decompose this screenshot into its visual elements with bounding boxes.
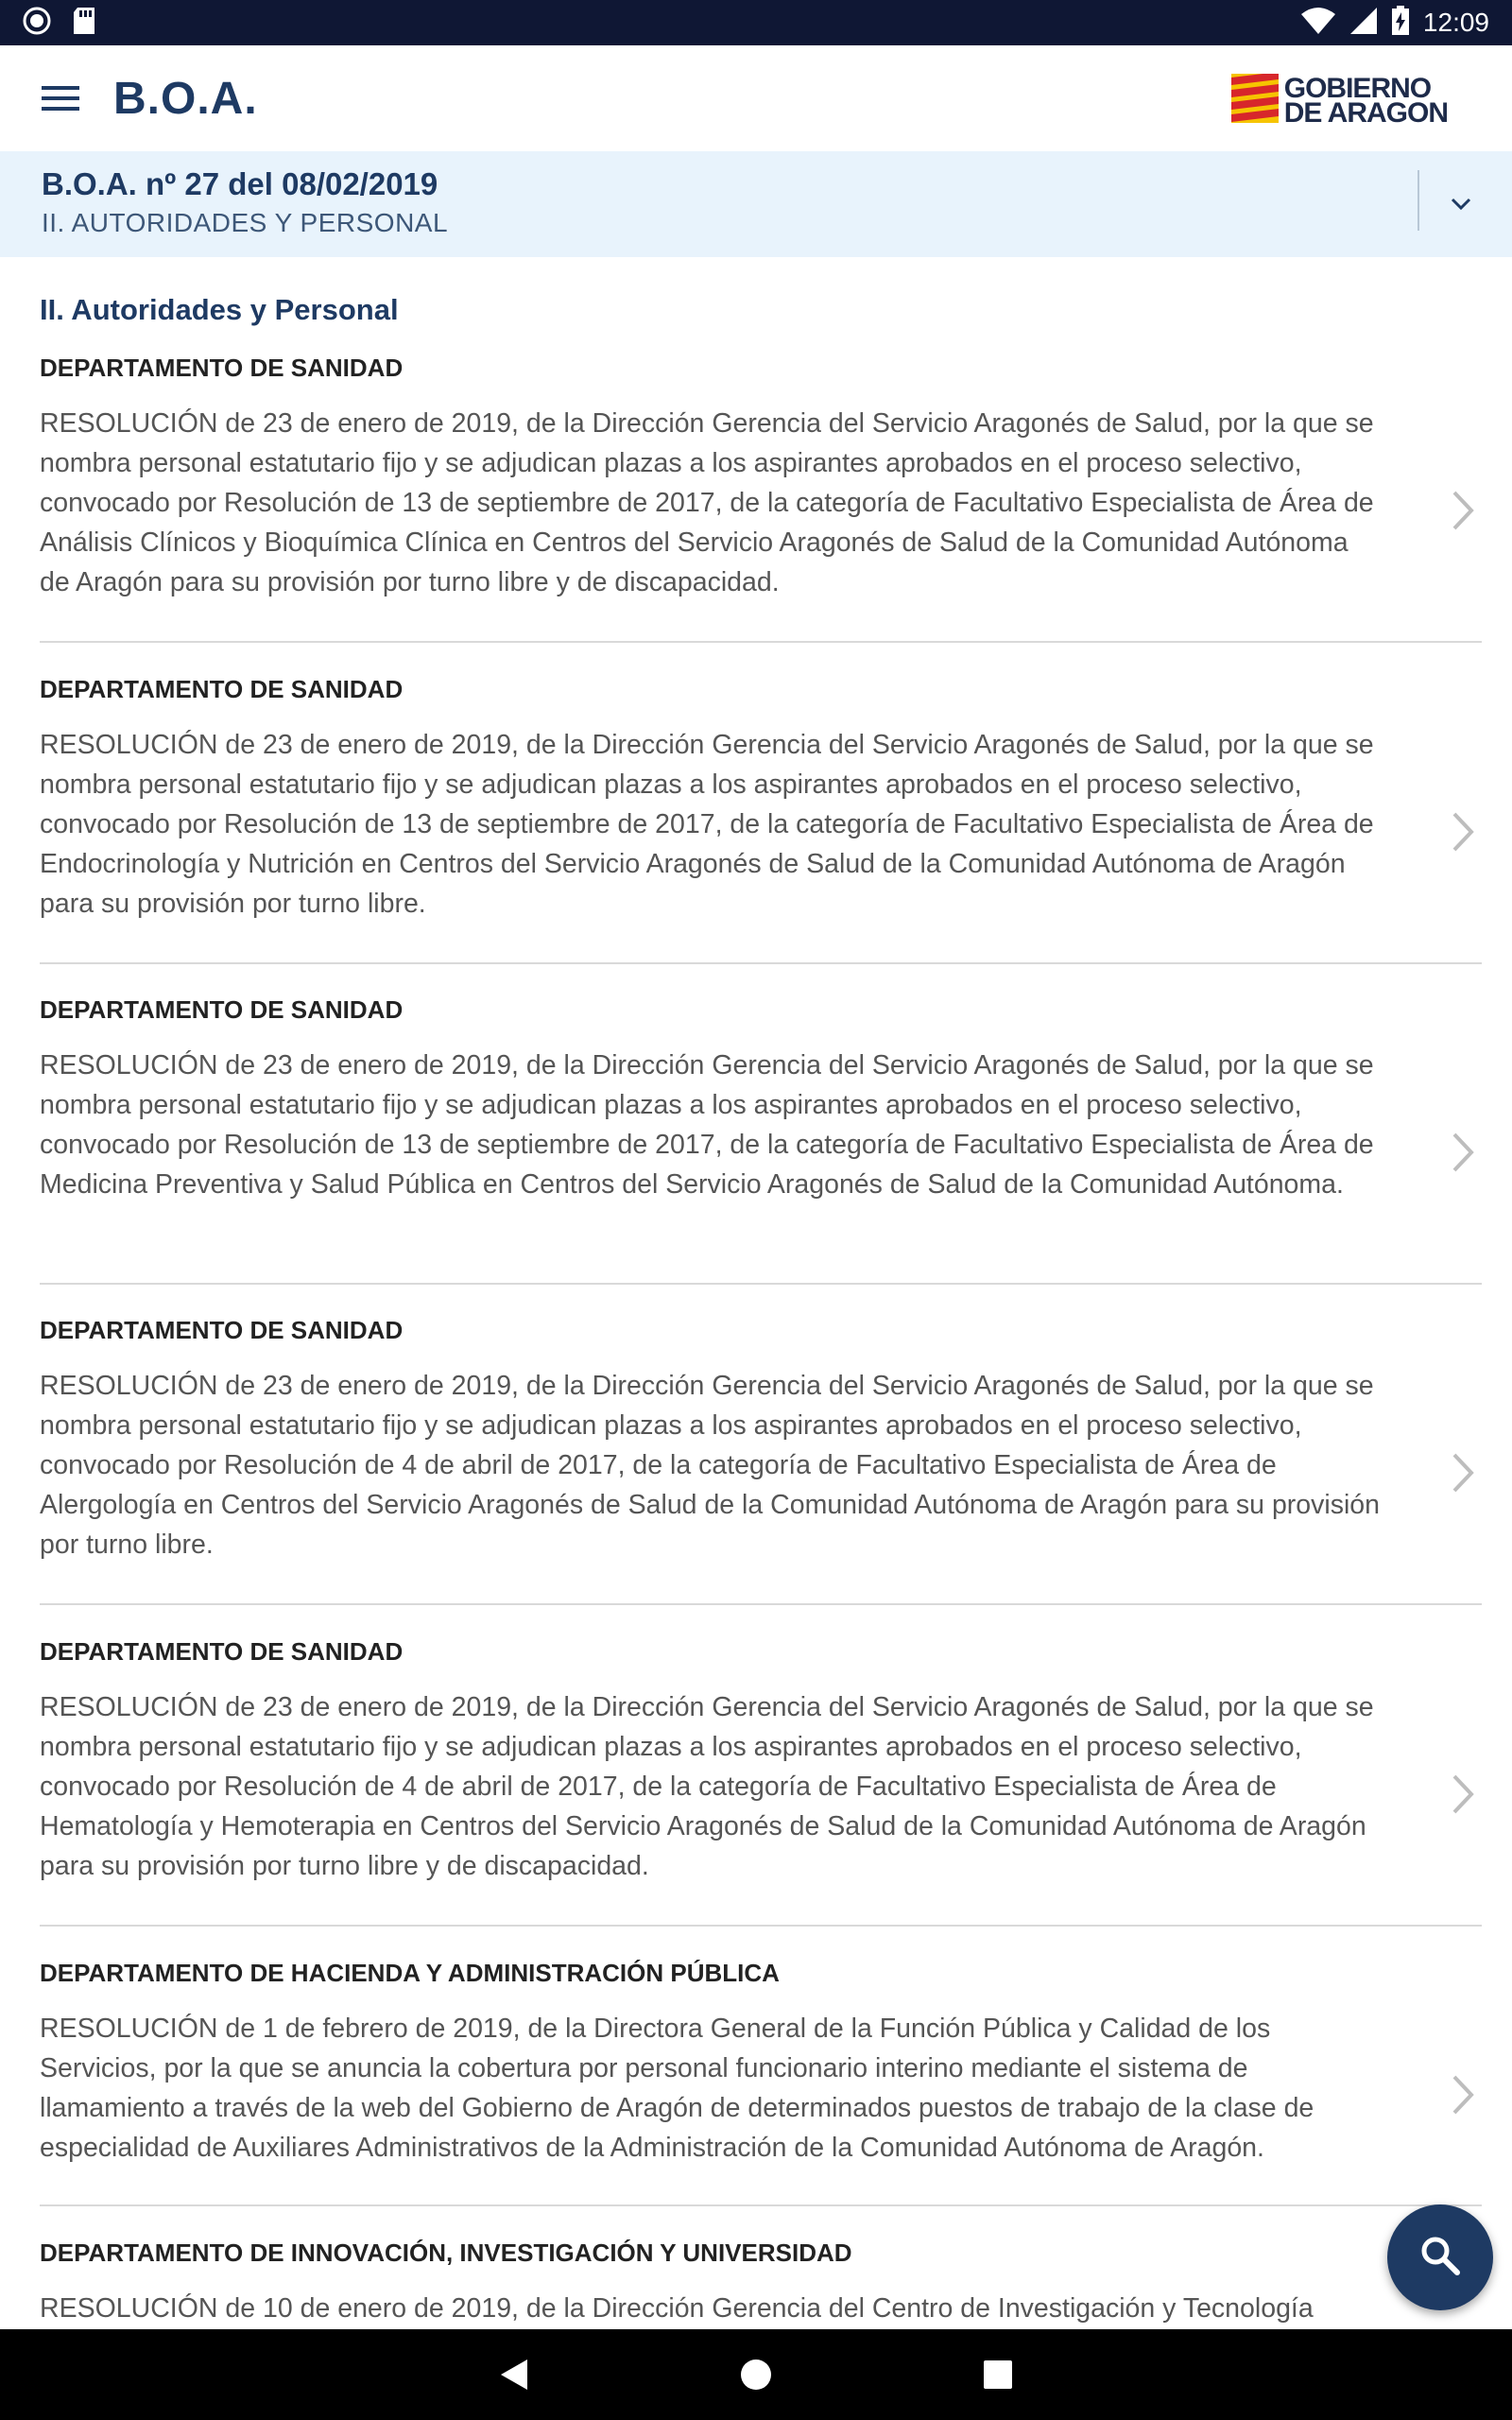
- chevron-right-icon[interactable]: [1444, 1766, 1482, 1823]
- navigation-bar: [0, 2329, 1512, 2420]
- issue-selector[interactable]: [0, 151, 1512, 257]
- chevron-right-icon[interactable]: [1444, 1444, 1482, 1501]
- entry-text: RESOLUCIÓN de 23 de enero de 2019, de la Dirección Gerencia del Servicio Aragonés de Salud, por la que se nombra personal estatutario fijo y se adjudican plazas a los aspirantes aprobados en el proceso selectivo, convocado por Resolución de 13 de septiembre de 2017, de la categoría de Facultativo Especialista de Área de Análisis Clínicos y Bioquímica Clínica en Centros del Servicio Aragonés de Salud de la Comunidad Autónoma de Aragón para su provisión por turno libre y de discapacidad.: [40, 408, 1374, 597]
- gobierno-de-aragon-logo: [1231, 74, 1448, 128]
- entry-department: DEPARTAMENTO DE SANIDAD: [40, 995, 404, 1024]
- search-button[interactable]: [1387, 2204, 1493, 2310]
- list-item[interactable]: [40, 1316, 1482, 1605]
- chevron-right-icon[interactable]: [1444, 1124, 1482, 1181]
- list-item[interactable]: [40, 1959, 1482, 2206]
- entry-department: DEPARTAMENTO DE INNOVACIÓN, INVESTIGACIÓN Y UNIVERSIDAD: [40, 2238, 852, 2267]
- entry-department: DEPARTAMENTO DE HACIENDA Y ADMINISTRACIÓN PÚBLICA: [40, 1959, 780, 1987]
- entry-department: DEPARTAMENTO DE SANIDAD: [40, 354, 404, 382]
- list-item[interactable]: [40, 995, 1482, 1285]
- entry-text: RESOLUCIÓN de 23 de enero de 2019, de la Dirección Gerencia del Servicio Aragonés de Salud, por la que se nombra personal estatutario fijo y se adjudican plazas a los aspirantes aprobados en el proceso selectivo, convocado por Resolución de 13 de septiembre de 2017, de la categoría de Facultativo Especialista de Área de Medicina Preventiva y Salud Pública en Centros del Servicio Aragonés de Salud de la Comunidad Autónoma.: [40, 1050, 1374, 1200]
- logo-line1: GOBIERNO: [1283, 72, 1432, 104]
- app-bar: [0, 45, 1512, 151]
- entry-department: DEPARTAMENTO DE SANIDAD: [40, 1316, 404, 1344]
- entry-text: RESOLUCIÓN de 23 de enero de 2019, de la Dirección Gerencia del Servicio Aragonés de Salud, por la que se nombra personal estatutario fijo y se adjudican plazas a los aspirantes aprobados en el proceso selectivo, convocado por Resolución de 4 de abril de 2017, de la categoría de Facultativo Especialista de Área de Alergología en Centros del Servicio Aragonés de Salud de la Comunidad Autónoma de Aragón para su provisión por turno libre.: [40, 1371, 1381, 1560]
- chevron-right-icon[interactable]: [1444, 482, 1482, 539]
- status-time: 12:09: [1422, 8, 1489, 37]
- home-icon[interactable]: [730, 2348, 782, 2401]
- chevron-right-icon[interactable]: [1444, 804, 1482, 860]
- issue-title: B.O.A. nº 27 del 08/02/2019: [42, 166, 438, 201]
- battery-charging-icon: [1391, 6, 1410, 41]
- entry-text: RESOLUCIÓN de 10 de enero de 2019, de la Dirección Gerencia del Centro de Investigación y Tecnología: [40, 2293, 1314, 2324]
- logo-text: [1283, 72, 1448, 129]
- entry-text: RESOLUCIÓN de 23 de enero de 2019, de la Dirección Gerencia del Servicio Aragonés de Salud, por la que se nombra personal estatutario fijo y se adjudican plazas a los aspirantes aprobados en el proceso selectivo, convocado por Resolución de 13 de septiembre de 2017, de la categoría de Facultativo Especialista de Área de Endocrinología y Nutrición en Centros del Servicio Aragonés de Salud de la Comunidad Autónoma de Aragón para su provisión por turno libre.: [40, 730, 1374, 919]
- app-title: B.O.A.: [113, 73, 258, 124]
- entry-text: RESOLUCIÓN de 1 de febrero de 2019, de la Directora General de la Función Pública y Calidad de los Servicios, por la que se anuncia la cobertura por personal funcionario interino mediante el sistema de llamamiento a través de la web del Gobierno de Aragón de determinados puestos de trabajo de la clase de especialidad de Auxiliares Administrativos de la Administración de la Comunidad Autónoma de Aragón.: [40, 2014, 1314, 2163]
- status-bar: [0, 0, 1512, 45]
- content-list[interactable]: [0, 257, 1512, 2329]
- wifi-icon: [1300, 7, 1336, 40]
- issue-section: II. AUTORIDADES Y PERSONAL: [42, 208, 449, 237]
- list-item[interactable]: [40, 675, 1482, 964]
- divider: [1418, 170, 1419, 231]
- logo-line2: DE ARAGON: [1283, 96, 1448, 129]
- chevron-right-icon[interactable]: [1444, 2066, 1482, 2123]
- sd-card-icon: [72, 7, 96, 40]
- search-icon: [1419, 2235, 1461, 2281]
- list-item[interactable]: [40, 2238, 1482, 2329]
- list-item[interactable]: [40, 354, 1482, 643]
- record-icon: [23, 7, 51, 40]
- entry-text: RESOLUCIÓN de 23 de enero de 2019, de la Dirección Gerencia del Servicio Aragonés de Salud, por la que se nombra personal estatutario fijo y se adjudican plazas a los aspirantes aprobados en el proceso selectivo, convocado por Resolución de 4 de abril de 2017, de la categoría de Facultativo Especialista de Área de Hematología y Hemoterapia en Centros del Servicio Aragonés de Salud de la Comunidad Autónoma de Aragón para su provisión por turno libre y de discapacidad.: [40, 1692, 1374, 1881]
- list-item[interactable]: [40, 1637, 1482, 1927]
- back-icon[interactable]: [488, 2348, 541, 2401]
- hamburger-menu-icon[interactable]: [23, 60, 98, 136]
- aragon-flag-icon: [1231, 74, 1279, 128]
- chevron-down-icon[interactable]: [1433, 178, 1489, 231]
- signal-icon: [1349, 7, 1378, 40]
- entry-department: DEPARTAMENTO DE SANIDAD: [40, 675, 404, 703]
- entry-department: DEPARTAMENTO DE SANIDAD: [40, 1637, 404, 1666]
- recents-icon[interactable]: [971, 2348, 1024, 2401]
- section-heading: II. Autoridades y Personal: [40, 293, 399, 326]
